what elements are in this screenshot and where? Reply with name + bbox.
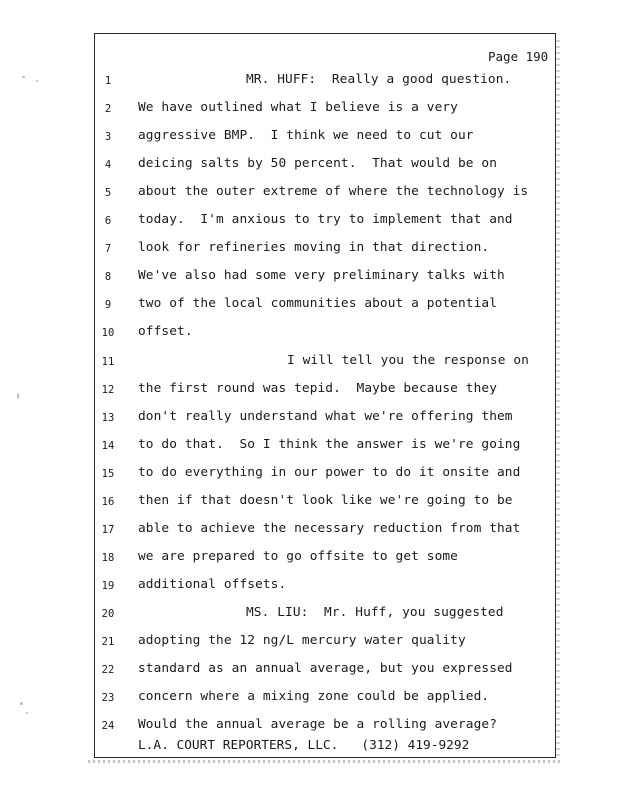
line-text: we are prepared to go offsite to get some <box>138 548 458 564</box>
line-number: 10 <box>101 327 115 340</box>
line-number: 13 <box>101 411 115 424</box>
transcript-line <box>0 437 619 457</box>
line-number: 7 <box>104 243 112 256</box>
line-text: Would the annual average be a rolling average? <box>138 717 498 733</box>
line-text: additional offsets. <box>138 576 287 592</box>
transcript-line <box>0 605 619 625</box>
transcript-line <box>0 212 619 232</box>
transcript-line <box>0 268 619 288</box>
line-text: able to achieve the necessary reduction from that <box>138 520 521 536</box>
line-number: 2 <box>104 103 112 116</box>
line-text: then if that doesn't look like we're going to be <box>138 492 513 508</box>
line-number: 21 <box>101 636 115 648</box>
line-number: 17 <box>101 523 115 536</box>
line-text: MS. LIU: Mr. Huff, you suggested <box>246 604 504 620</box>
line-text: We've also had some very preliminary talks with <box>138 268 505 284</box>
transcript-line <box>0 353 619 373</box>
transcript-line <box>0 689 619 709</box>
transcript-line <box>0 381 619 401</box>
line-text: We have outlined what I believe is a very <box>138 100 458 116</box>
line-text: adopting the 12 ng/L mercury water quality <box>138 633 466 648</box>
reporter-footer: L.A. COURT REPORTERS, LLC. (312) 419-9292 <box>138 738 470 753</box>
line-text: to do that. So I think the answer is we're going <box>138 436 521 452</box>
line-number: 1 <box>104 75 112 87</box>
line-text: deicing salts by 50 percent. That would be on <box>138 156 498 172</box>
line-text: MR. HUFF: Really a good question. <box>246 72 512 87</box>
scan-speck <box>22 76 25 78</box>
transcript-line <box>0 296 619 316</box>
transcript-line <box>0 549 619 569</box>
transcript-line <box>0 324 619 344</box>
scan-speck <box>17 393 19 399</box>
line-number: 4 <box>104 159 112 172</box>
line-text: two of the local communities about a potential <box>138 296 498 312</box>
line-number: 23 <box>101 692 115 705</box>
transcript-line <box>0 633 619 653</box>
transcript-line <box>0 717 619 737</box>
line-text: about the outer extreme of where the technology is <box>138 184 529 200</box>
transcript-line <box>0 661 619 681</box>
line-number: 8 <box>104 271 112 284</box>
transcript-line <box>0 72 619 92</box>
transcript-line <box>0 156 619 176</box>
transcript-line <box>0 128 619 148</box>
line-number: 6 <box>104 215 112 228</box>
line-number: 16 <box>101 495 115 508</box>
line-text: the first round was tepid. Maybe because they <box>138 380 498 396</box>
line-number: 9 <box>104 299 112 312</box>
line-text: standard as an annual average, but you expressed <box>138 661 513 677</box>
line-number: 19 <box>101 579 115 592</box>
transcript-line <box>0 465 619 485</box>
line-number: 15 <box>101 467 115 480</box>
transcript-line <box>0 240 619 260</box>
line-text: aggressive BMP. I think we need to cut our <box>138 128 474 144</box>
line-number: 11 <box>101 355 115 368</box>
line-text: I will tell you the response on <box>287 352 529 368</box>
transcript-line <box>0 409 619 429</box>
scan-edge-bottom <box>88 760 560 763</box>
line-text: offset. <box>138 324 193 340</box>
scan-speck <box>20 702 23 705</box>
page-number: Page 190 <box>488 49 549 64</box>
transcript-line <box>0 577 619 597</box>
line-number: 12 <box>101 383 115 396</box>
line-number: 22 <box>101 664 115 677</box>
scan-speck <box>36 80 38 82</box>
transcript-line <box>0 493 619 513</box>
line-text: concern where a mixing zone could be applied. <box>138 689 490 705</box>
line-number: 14 <box>101 439 115 452</box>
line-text: to do everything in our power to do it onsite and <box>138 464 521 480</box>
transcript-line <box>0 521 619 541</box>
line-number: 3 <box>104 131 112 144</box>
line-text: today. I'm anxious to try to implement that and <box>138 212 513 228</box>
scan-speck <box>26 712 28 714</box>
line-text: look for refineries moving in that direction. <box>138 240 490 256</box>
transcript-line <box>0 100 619 120</box>
line-number: 18 <box>101 551 115 564</box>
line-number: 24 <box>101 720 115 733</box>
line-number: 20 <box>101 607 115 620</box>
transcript-line <box>0 184 619 204</box>
line-number: 5 <box>104 187 112 200</box>
line-text: don't really understand what we're offering them <box>138 408 513 424</box>
